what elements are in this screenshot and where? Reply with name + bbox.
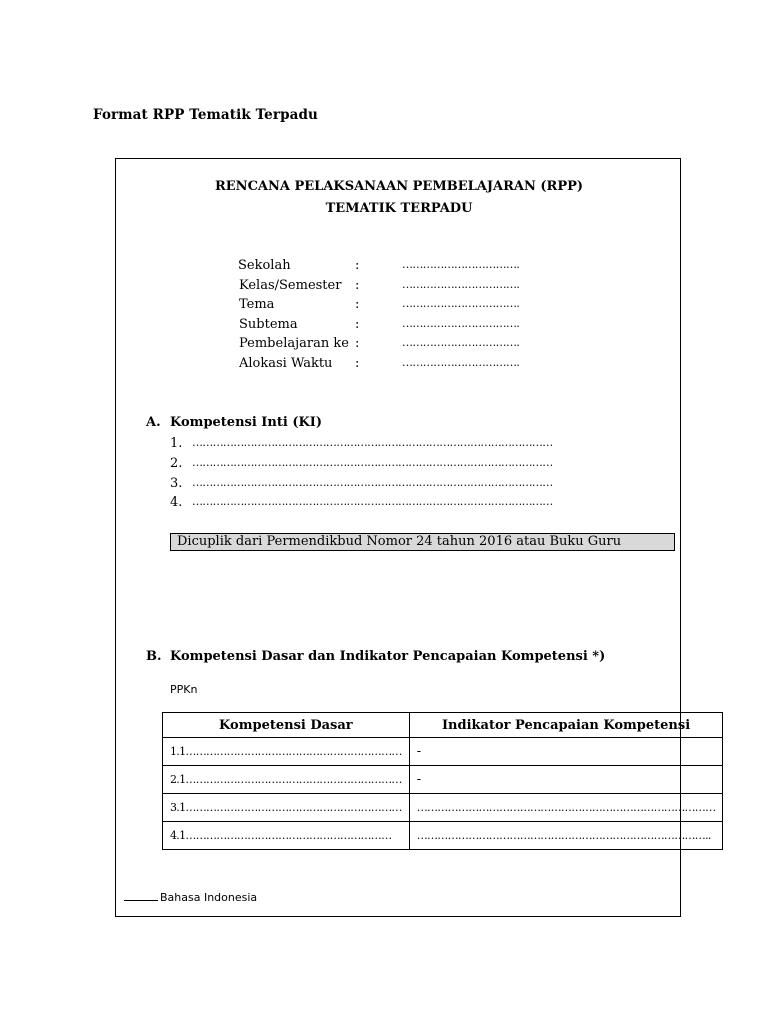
table-cell[interactable] xyxy=(409,794,723,822)
rpp-heading: RENCANA PELAKSANAAN PEMBELAJARAN (RPP) xyxy=(214,179,584,194)
table-cell[interactable] xyxy=(163,822,410,850)
subject-label-ppkn: PPKn xyxy=(170,683,198,696)
list-text[interactable]: …………………………………………………………………………………………… xyxy=(192,455,553,469)
table-row xyxy=(163,738,723,766)
identity-colon: : xyxy=(355,355,360,371)
section-a-heading xyxy=(146,415,322,430)
table-cell[interactable] xyxy=(163,738,410,766)
table-cell[interactable] xyxy=(163,766,410,794)
identity-label: Pembelajaran ke xyxy=(239,336,349,352)
table-row xyxy=(163,766,723,794)
list-text[interactable]: …………………………………………………………………………………………… xyxy=(192,436,553,449)
cell-text: …………………………………………………………………………… xyxy=(416,801,716,814)
identity-label: Kelas/Semester xyxy=(239,277,342,293)
column-header-indikator: Indikator Pencapaian Kompetensi xyxy=(409,713,723,738)
list-text[interactable]: …………………………………………………………………………………………… xyxy=(192,495,553,509)
cell-text: - xyxy=(416,744,422,759)
section-b-heading xyxy=(146,649,605,664)
table-cell[interactable] xyxy=(409,766,723,794)
identity-colon: : xyxy=(355,336,360,352)
subject-text: Bahasa Indonesia xyxy=(160,891,258,904)
cell-text: 4.1…………………………………………………… xyxy=(170,829,392,842)
list-number: 3. xyxy=(170,475,183,491)
identity-label: Tema xyxy=(239,297,275,313)
table-row xyxy=(163,822,723,850)
subject-label-bahasa-indonesia xyxy=(124,891,257,904)
cell-text: 2.1……………………………………………………… xyxy=(170,773,402,786)
section-title: Kompetensi Dasar dan Indikator Pencapaian Kompetensi *) xyxy=(170,649,606,664)
cell-text: - xyxy=(416,772,422,787)
column-header-kompetensi-dasar: Kompetensi Dasar xyxy=(163,713,410,738)
identity-value[interactable]: ……………………………. xyxy=(402,316,520,330)
kd-indicator-table xyxy=(162,712,723,850)
blank-underline xyxy=(124,900,158,901)
identity-colon: : xyxy=(355,258,360,273)
identity-value[interactable]: ……………………………. xyxy=(402,297,520,311)
list-number: 4. xyxy=(170,495,183,511)
cell-text: ………………………………………………………………………….. xyxy=(416,829,711,842)
list-number: 2. xyxy=(170,455,183,471)
rpp-frame xyxy=(115,158,716,917)
table-header-row xyxy=(163,713,723,738)
section-letter: A. xyxy=(146,415,161,430)
source-note-box: Dicuplik dari Permendikbud Nomor 24 tahun 2016 atau Buku Guru xyxy=(170,533,675,551)
identity-label: Alokasi Waktu xyxy=(239,355,333,371)
section-letter: B. xyxy=(146,649,162,664)
identity-value[interactable]: ……………………………. xyxy=(402,355,520,369)
list-text[interactable]: …………………………………………………………………………………………… xyxy=(192,475,553,489)
identity-label: Sekolah xyxy=(238,258,291,273)
identity-colon: : xyxy=(355,316,360,332)
identity-label: Subtema xyxy=(239,316,298,332)
cell-text: 1.1……………………………………………………… xyxy=(170,745,402,758)
identity-value[interactable]: ……………………………. xyxy=(402,277,520,291)
identity-colon: : xyxy=(355,277,360,293)
table-row xyxy=(163,794,723,822)
section-title: Kompetensi Inti (KI) xyxy=(170,415,322,430)
identity-colon: : xyxy=(355,297,360,313)
identity-value[interactable]: ……………………………. xyxy=(402,258,520,271)
document-title: Format RPP Tematik Terpadu xyxy=(93,107,318,123)
cell-text: 3.1……………………………………………………… xyxy=(170,801,402,814)
table-cell[interactable] xyxy=(409,738,723,766)
list-number: 1. xyxy=(170,436,183,451)
identity-value[interactable]: ……………………………. xyxy=(402,336,520,350)
rpp-subheading: TEMATIK TERPADU xyxy=(325,201,473,216)
table-cell[interactable] xyxy=(409,822,723,850)
table-cell[interactable] xyxy=(163,794,410,822)
